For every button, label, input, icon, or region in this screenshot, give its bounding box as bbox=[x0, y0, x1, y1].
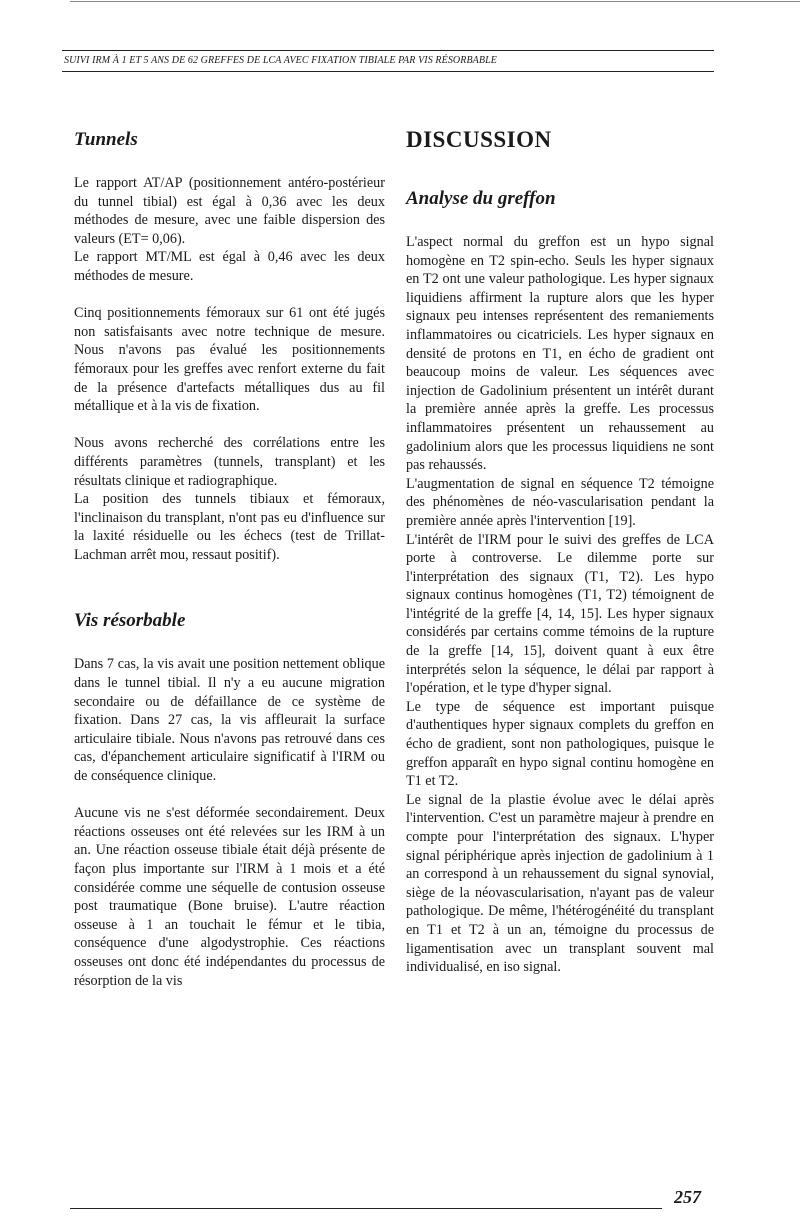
paragraph: Aucune vis ne s'est déformée secondairement. Deux réactions osseuses ont été relevées sur les IRM à un an. Une réaction osseuse tibiale était déjà présente de façon plus importante sur l'IRM à 1 mois et a été considérée comme une séquelle de contusion osseuse post traumatique (Bone bruise). L'autre réaction osseuse à 1 an touchait le fémur et le tibia, conséquence d'une algodystrophie. Ces réactions osseuses ont donc été indépendantes du processus de résorption de la vis bbox=[74, 805, 385, 989]
paragraph: La position des tunnels tibiaux et fémoraux, l'inclinaison du transplant, n'ont pas eu d'influence sur la laxité résiduelle ou les échecs (test de Trillat-Lachman arrêt mou, ressaut positif). bbox=[74, 491, 385, 563]
heading-tunnels: Tunnels bbox=[74, 129, 138, 150]
paragraph: L'intérêt de l'IRM pour le suivi des greffes de LCA porte à controverse. Le dilemme porte sur l'interprétation des signaux (T1, T2). Les hypo signaux continus homogènes (T1, T2) témoignent de l'intégrité de la greffe [4, 14, 15]. Les hyper signaux considérés par certains comme témoins de la rupture de la greffe [14, 15], doivent quant à eux être interprétés selon la séquence, le délai par rapport à l'opération, et le type d'hyper signal. bbox=[406, 531, 714, 697]
page-number: 257 bbox=[674, 1187, 701, 1207]
paragraph: Le signal de la plastie évolue avec le délai après l'intervention. C'est un paramètre majeur à prendre en compte pour l'interprétation des signaux. L'hyper signal périphérique après injection de gadolinium à 1 an correspond à un rehaussement du signal synovial, siège de la néovascularisation, n'ayant pas de valeur pathologique. De même, l'hétérogénéité du transplant en T1 et T2 à un an, témoigne du processus de ligamentisation avec un transplant souvent mal individualisé, en iso signal. bbox=[406, 791, 714, 976]
section-title-discussion: DISCUSSION bbox=[406, 127, 552, 152]
paragraph: Le type de séquence est important puisque d'authentiques hyper signaux complets du greffon en écho de gradient, sont non pathologiques, puisque le greffon apparaît en hypo signal continu homogène en T1 et T2. bbox=[406, 698, 714, 790]
footer-rule bbox=[70, 1208, 662, 1209]
paragraph: Nous avons recherché des corrélations entre les différents paramètres (tunnels, transplant) et les résultats clinique et radiographique. bbox=[74, 435, 385, 489]
left-column bbox=[74, 128, 385, 990]
paragraph: L'augmentation de signal en séquence T2 témoigne des phénomènes de néo-vascularisation pendant la première année après l'intervention [19]. bbox=[406, 475, 714, 529]
paragraph: Cinq positionnements fémoraux sur 61 ont été jugés non satisfaisants avec notre technique de mesure. Nous n'avons pas évalué les positionnements fémoraux pour les greffes avec renfort externe du fait de la présence d'artefacts métalliques dus au fil métallique et à la vis de fixation. bbox=[74, 305, 385, 415]
running-header: SUIVI IRM À 1 ET 5 ANS DE 62 GREFFES DE LCA AVEC FIXATION TIBIALE PAR VIS RÉSORBABLE bbox=[62, 50, 714, 72]
paragraph: Le rapport MT/ML est égal à 0,46 avec les deux méthodes de mesure. bbox=[74, 249, 385, 284]
paragraph: Le rapport AT/AP (positionnement antéro-postérieur du tunnel tibial) est égal à 0,36 avec les deux méthodes de mesure, avec une faible dispersion des valeurs (ET= 0,06). bbox=[74, 175, 385, 247]
heading-analyse-du-greffon: Analyse du greffon bbox=[406, 188, 556, 209]
right-column bbox=[406, 128, 714, 977]
heading-vis-resorbable: Vis résorbable bbox=[74, 610, 186, 632]
top-edge-rule bbox=[0, 0, 801, 6]
paragraph: Dans 7 cas, la vis avait une position nettement oblique dans le tunnel tibial. Il n'y a eu aucune migration secondaire ou de défaillance de ce système de fixation. Dans 27 cas, la vis affleurait la surface articulaire tibiale. Nous n'avons pas retrouvé dans ces cas, d'épanchement articulaire significatif à l'IRM ou de conséquence clinique. bbox=[74, 656, 385, 785]
paragraph: L'aspect normal du greffon est un hypo signal homogène en T2 spin-echo. Seuls les hyper signaux en T2 ont une valeur pathologique. Les hyper signaux liquidiens affirment la rupture alors que les hyper signaux peu intenses représentent des remaniements inflammatoires ou cicatriciels. Les hyper signaux en densité de protons en T1, en écho de gradient ont beaucoup moins de valeur. Les séquences avec injection de Gadolinium présentent un intérêt durant la première année après la greffe. Les processus inflammatoires présentent un rehaussement au gadolinium alors que les processus liquidiens ne sont pas rehaussés. bbox=[406, 234, 714, 474]
